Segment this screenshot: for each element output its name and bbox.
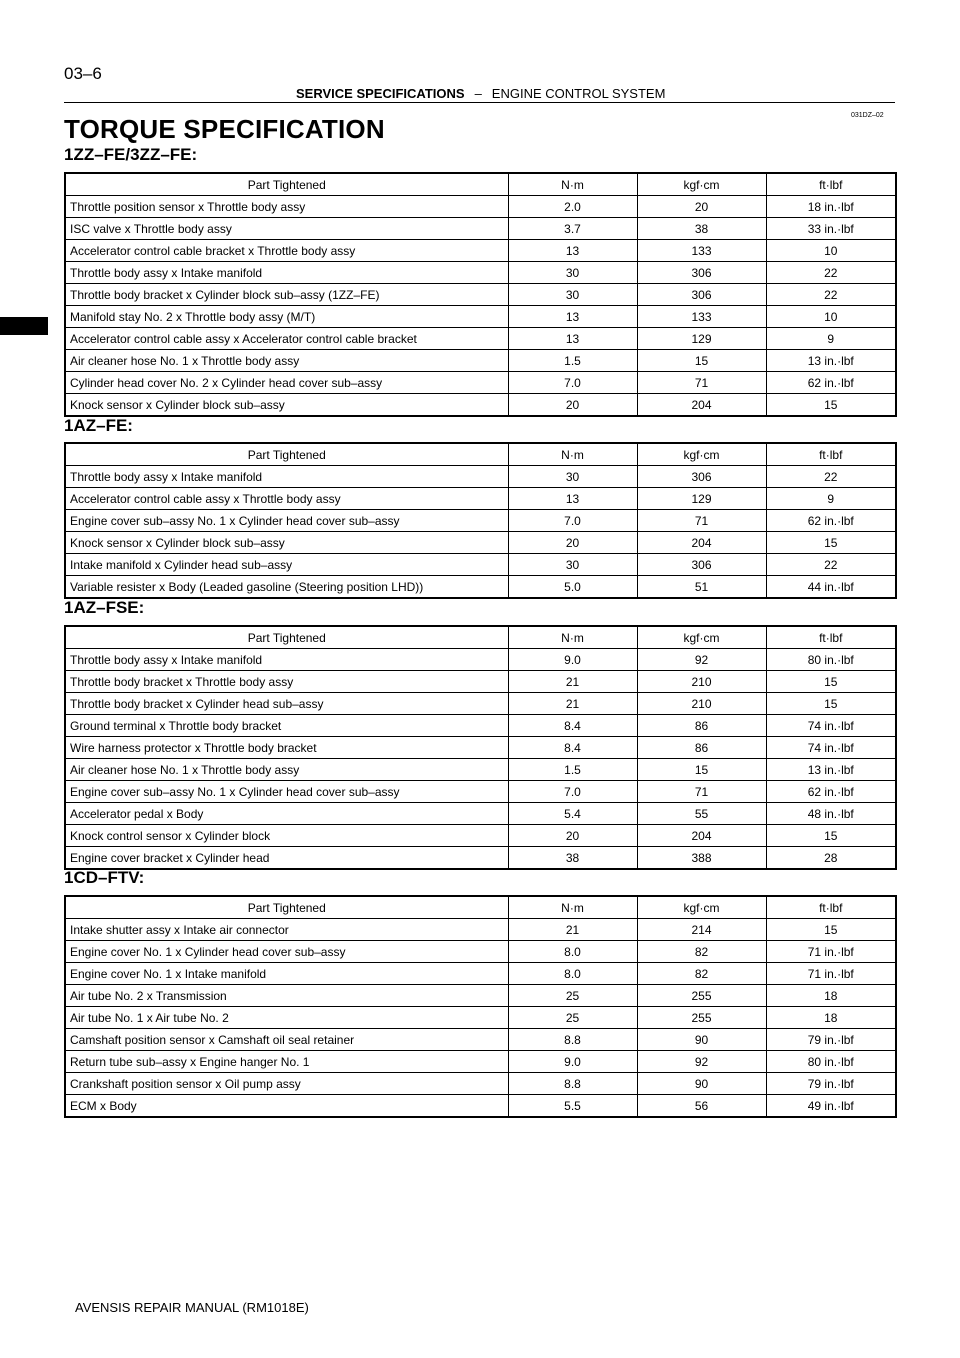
- torque-value-cell: 1.5: [508, 759, 637, 781]
- torque-value-cell: 28: [766, 847, 896, 870]
- section-label-1az-fe: 1AZ–FE:: [64, 416, 133, 435]
- table-row: [65, 847, 896, 870]
- torque-value-cell: 5.5: [508, 1095, 637, 1118]
- torque-value-cell: 204: [637, 825, 766, 847]
- torque-value-cell: 71: [637, 781, 766, 803]
- table-row: [65, 306, 896, 328]
- torque-value-cell: 20: [637, 196, 766, 218]
- torque-value-cell: 62 in.·lbf: [766, 781, 896, 803]
- table-row: [65, 510, 896, 532]
- torque-value-cell: 86: [637, 715, 766, 737]
- table-row: [65, 649, 896, 671]
- part-tightened-cell: Ground terminal x Throttle body bracket: [65, 715, 508, 737]
- torque-value-cell: 8.8: [508, 1073, 637, 1095]
- part-tightened-cell: Air tube No. 1 x Air tube No. 2: [65, 1007, 508, 1029]
- part-tightened-cell: Return tube sub–assy x Engine hanger No. 1: [65, 1051, 508, 1073]
- part-tightened-cell: Intake manifold x Cylinder head sub–assy: [65, 554, 508, 576]
- table-row: [65, 328, 896, 350]
- torque-value-cell: 82: [637, 941, 766, 963]
- torque-value-cell: 13 in.·lbf: [766, 350, 896, 372]
- torque-table-1cd-ftv: [64, 895, 897, 1118]
- table-row: [65, 1029, 896, 1051]
- torque-value-cell: 210: [637, 671, 766, 693]
- column-header: N·m: [508, 173, 637, 196]
- torque-value-cell: 8.0: [508, 963, 637, 985]
- torque-table-1zz: [64, 172, 897, 417]
- torque-value-cell: 51: [637, 576, 766, 599]
- torque-value-cell: 22: [766, 262, 896, 284]
- torque-value-cell: 30: [508, 284, 637, 306]
- torque-value-cell: 15: [766, 532, 896, 554]
- torque-value-cell: 20: [508, 532, 637, 554]
- table-header-row: [65, 626, 896, 649]
- torque-value-cell: 133: [637, 306, 766, 328]
- torque-value-cell: 90: [637, 1073, 766, 1095]
- part-tightened-cell: Air cleaner hose No. 1 x Throttle body assy: [65, 759, 508, 781]
- table-row: [65, 240, 896, 262]
- torque-value-cell: 20: [508, 394, 637, 417]
- torque-value-cell: 74 in.·lbf: [766, 715, 896, 737]
- torque-value-cell: 129: [637, 488, 766, 510]
- torque-value-cell: 22: [766, 466, 896, 488]
- footer-manual-id: AVENSIS REPAIR MANUAL (RM1018E): [75, 1300, 309, 1315]
- section-tab-marker: [0, 317, 48, 335]
- torque-value-cell: 62 in.·lbf: [766, 510, 896, 532]
- torque-value-cell: 13 in.·lbf: [766, 759, 896, 781]
- part-tightened-cell: Throttle body assy x Intake manifold: [65, 262, 508, 284]
- part-tightened-cell: Throttle body bracket x Cylinder block sub–assy (1ZZ–FE): [65, 284, 508, 306]
- column-header: ft·lbf: [766, 443, 896, 466]
- torque-value-cell: 55: [637, 803, 766, 825]
- torque-value-cell: 22: [766, 554, 896, 576]
- part-tightened-cell: Engine cover No. 1 x Intake manifold: [65, 963, 508, 985]
- column-header: Part Tightened: [65, 896, 508, 919]
- section-label-1cd-ftv: 1CD–FTV:: [64, 868, 145, 887]
- table-row: [65, 941, 896, 963]
- part-tightened-cell: Accelerator control cable assy x Throttle body assy: [65, 488, 508, 510]
- part-tightened-cell: ISC valve x Throttle body assy: [65, 218, 508, 240]
- torque-value-cell: 21: [508, 671, 637, 693]
- table-row: [65, 488, 896, 510]
- table-row: [65, 1073, 896, 1095]
- torque-value-cell: 306: [637, 262, 766, 284]
- table-row: [65, 532, 896, 554]
- torque-value-cell: 25: [508, 985, 637, 1007]
- table-row: [65, 781, 896, 803]
- torque-value-cell: 33 in.·lbf: [766, 218, 896, 240]
- torque-value-cell: 71 in.·lbf: [766, 941, 896, 963]
- part-tightened-cell: Throttle body assy x Intake manifold: [65, 466, 508, 488]
- torque-value-cell: 71: [637, 510, 766, 532]
- part-tightened-cell: Throttle body bracket x Cylinder head sub–assy: [65, 693, 508, 715]
- part-tightened-cell: Engine cover sub–assy No. 1 x Cylinder head cover sub–assy: [65, 781, 508, 803]
- column-header: Part Tightened: [65, 173, 508, 196]
- table-row: [65, 284, 896, 306]
- table-row: [65, 693, 896, 715]
- torque-value-cell: 92: [637, 649, 766, 671]
- torque-value-cell: 15: [766, 394, 896, 417]
- column-header: Part Tightened: [65, 626, 508, 649]
- torque-value-cell: 15: [766, 825, 896, 847]
- torque-value-cell: 8.4: [508, 715, 637, 737]
- table-header-row: [65, 443, 896, 466]
- table-row: [65, 919, 896, 941]
- torque-value-cell: 10: [766, 306, 896, 328]
- torque-value-cell: 15: [637, 350, 766, 372]
- table-row: [65, 715, 896, 737]
- torque-value-cell: 129: [637, 328, 766, 350]
- torque-value-cell: 15: [766, 919, 896, 941]
- column-header: kgf·cm: [637, 443, 766, 466]
- torque-value-cell: 255: [637, 985, 766, 1007]
- table-row: [65, 1095, 896, 1118]
- table-row: [65, 196, 896, 218]
- torque-value-cell: 9: [766, 488, 896, 510]
- table-row: [65, 737, 896, 759]
- torque-value-cell: 25: [508, 1007, 637, 1029]
- torque-value-cell: 10: [766, 240, 896, 262]
- table-header-row: [65, 896, 896, 919]
- torque-value-cell: 62 in.·lbf: [766, 372, 896, 394]
- torque-value-cell: 30: [508, 262, 637, 284]
- torque-value-cell: 74 in.·lbf: [766, 737, 896, 759]
- torque-value-cell: 133: [637, 240, 766, 262]
- column-header: kgf·cm: [637, 626, 766, 649]
- part-tightened-cell: Engine cover No. 1 x Cylinder head cover sub–assy: [65, 941, 508, 963]
- part-tightened-cell: ECM x Body: [65, 1095, 508, 1118]
- part-tightened-cell: Accelerator control cable assy x Accelerator control cable bracket: [65, 328, 508, 350]
- torque-value-cell: 9.0: [508, 1051, 637, 1073]
- table-row: [65, 1051, 896, 1073]
- part-tightened-cell: Accelerator pedal x Body: [65, 803, 508, 825]
- part-tightened-cell: Throttle body assy x Intake manifold: [65, 649, 508, 671]
- torque-value-cell: 210: [637, 693, 766, 715]
- torque-value-cell: 8.4: [508, 737, 637, 759]
- part-tightened-cell: Cylinder head cover No. 2 x Cylinder head cover sub–assy: [65, 372, 508, 394]
- table-row: [65, 372, 896, 394]
- torque-value-cell: 38: [637, 218, 766, 240]
- torque-value-cell: 204: [637, 532, 766, 554]
- torque-value-cell: 255: [637, 1007, 766, 1029]
- part-tightened-cell: Wire harness protector x Throttle body bracket: [65, 737, 508, 759]
- torque-value-cell: 3.7: [508, 218, 637, 240]
- column-header: N·m: [508, 443, 637, 466]
- torque-value-cell: 30: [508, 466, 637, 488]
- torque-value-cell: 9: [766, 328, 896, 350]
- section-label-1zz: 1ZZ–FE/3ZZ–FE:: [64, 145, 198, 164]
- torque-value-cell: 2.0: [508, 196, 637, 218]
- part-tightened-cell: Manifold stay No. 2 x Throttle body assy (M/T): [65, 306, 508, 328]
- part-tightened-cell: Knock control sensor x Cylinder block: [65, 825, 508, 847]
- torque-value-cell: 71: [637, 372, 766, 394]
- table-row: [65, 576, 896, 599]
- section-label-1az-fse: 1AZ–FSE:: [64, 598, 145, 617]
- document-code: 031DZ–02: [851, 112, 884, 119]
- torque-value-cell: 15: [766, 671, 896, 693]
- column-header: N·m: [508, 626, 637, 649]
- header-rule: [64, 102, 895, 103]
- part-tightened-cell: Engine cover bracket x Cylinder head: [65, 847, 508, 870]
- torque-value-cell: 7.0: [508, 510, 637, 532]
- torque-value-cell: 56: [637, 1095, 766, 1118]
- torque-value-cell: 79 in.·lbf: [766, 1029, 896, 1051]
- torque-value-cell: 71 in.·lbf: [766, 963, 896, 985]
- torque-value-cell: 7.0: [508, 372, 637, 394]
- torque-value-cell: 48 in.·lbf: [766, 803, 896, 825]
- header-subsection: ENGINE CONTROL SYSTEM: [491, 86, 666, 101]
- part-tightened-cell: Throttle body bracket x Throttle body assy: [65, 671, 508, 693]
- torque-value-cell: 49 in.·lbf: [766, 1095, 896, 1118]
- torque-value-cell: 38: [508, 847, 637, 870]
- torque-value-cell: 18 in.·lbf: [766, 196, 896, 218]
- torque-value-cell: 306: [637, 284, 766, 306]
- part-tightened-cell: Throttle position sensor x Throttle body assy: [65, 196, 508, 218]
- part-tightened-cell: Knock sensor x Cylinder block sub–assy: [65, 532, 508, 554]
- torque-value-cell: 388: [637, 847, 766, 870]
- torque-value-cell: 13: [508, 328, 637, 350]
- table-row: [65, 825, 896, 847]
- part-tightened-cell: Crankshaft position sensor x Oil pump assy: [65, 1073, 508, 1095]
- torque-value-cell: 80 in.·lbf: [766, 649, 896, 671]
- torque-value-cell: 21: [508, 919, 637, 941]
- torque-value-cell: 21: [508, 693, 637, 715]
- torque-value-cell: 82: [637, 963, 766, 985]
- torque-value-cell: 80 in.·lbf: [766, 1051, 896, 1073]
- part-tightened-cell: Air cleaner hose No. 1 x Throttle body assy: [65, 350, 508, 372]
- table-row: [65, 466, 896, 488]
- table-row: [65, 803, 896, 825]
- table-row: [65, 394, 896, 417]
- torque-value-cell: 18: [766, 1007, 896, 1029]
- torque-value-cell: 30: [508, 554, 637, 576]
- column-header: N·m: [508, 896, 637, 919]
- torque-value-cell: 9.0: [508, 649, 637, 671]
- running-header: [296, 86, 665, 101]
- torque-table-1az-fse: [64, 625, 897, 870]
- table-row: [65, 554, 896, 576]
- column-header: ft·lbf: [766, 173, 896, 196]
- torque-value-cell: 90: [637, 1029, 766, 1051]
- table-row: [65, 985, 896, 1007]
- torque-value-cell: 1.5: [508, 350, 637, 372]
- torque-value-cell: 15: [766, 693, 896, 715]
- part-tightened-cell: Engine cover sub–assy No. 1 x Cylinder head cover sub–assy: [65, 510, 508, 532]
- part-tightened-cell: Intake shutter assy x Intake air connector: [65, 919, 508, 941]
- column-header: kgf·cm: [637, 173, 766, 196]
- torque-value-cell: 86: [637, 737, 766, 759]
- torque-value-cell: 5.4: [508, 803, 637, 825]
- column-header: ft·lbf: [766, 626, 896, 649]
- header-separator: –: [474, 86, 482, 101]
- torque-table-1az-fe: [64, 442, 897, 599]
- column-header: Part Tightened: [65, 443, 508, 466]
- part-tightened-cell: Knock sensor x Cylinder block sub–assy: [65, 394, 508, 417]
- column-header: kgf·cm: [637, 896, 766, 919]
- part-tightened-cell: Variable resister x Body (Leaded gasoline (Steering position LHD)): [65, 576, 508, 599]
- torque-value-cell: 8.8: [508, 1029, 637, 1051]
- torque-value-cell: 18: [766, 985, 896, 1007]
- torque-value-cell: 13: [508, 240, 637, 262]
- torque-value-cell: 5.0: [508, 576, 637, 599]
- header-section: SERVICE SPECIFICATIONS: [296, 86, 465, 101]
- table-row: [65, 350, 896, 372]
- part-tightened-cell: Air tube No. 2 x Transmission: [65, 985, 508, 1007]
- torque-value-cell: 22: [766, 284, 896, 306]
- torque-value-cell: 15: [637, 759, 766, 781]
- torque-value-cell: 13: [508, 306, 637, 328]
- torque-value-cell: 20: [508, 825, 637, 847]
- page-number: 03–6: [64, 64, 102, 83]
- table-row: [65, 1007, 896, 1029]
- torque-value-cell: 204: [637, 394, 766, 417]
- column-header: ft·lbf: [766, 896, 896, 919]
- torque-value-cell: 44 in.·lbf: [766, 576, 896, 599]
- torque-value-cell: 214: [637, 919, 766, 941]
- part-tightened-cell: Camshaft position sensor x Camshaft oil seal retainer: [65, 1029, 508, 1051]
- torque-value-cell: 92: [637, 1051, 766, 1073]
- table-row: [65, 671, 896, 693]
- table-row: [65, 759, 896, 781]
- torque-value-cell: 8.0: [508, 941, 637, 963]
- table-header-row: [65, 173, 896, 196]
- part-tightened-cell: Accelerator control cable bracket x Throttle body assy: [65, 240, 508, 262]
- page-title: TORQUE SPECIFICATION: [64, 114, 385, 144]
- table-row: [65, 218, 896, 240]
- table-row: [65, 262, 896, 284]
- table-row: [65, 963, 896, 985]
- torque-value-cell: 13: [508, 488, 637, 510]
- torque-value-cell: 79 in.·lbf: [766, 1073, 896, 1095]
- torque-value-cell: 7.0: [508, 781, 637, 803]
- torque-value-cell: 306: [637, 554, 766, 576]
- torque-value-cell: 306: [637, 466, 766, 488]
